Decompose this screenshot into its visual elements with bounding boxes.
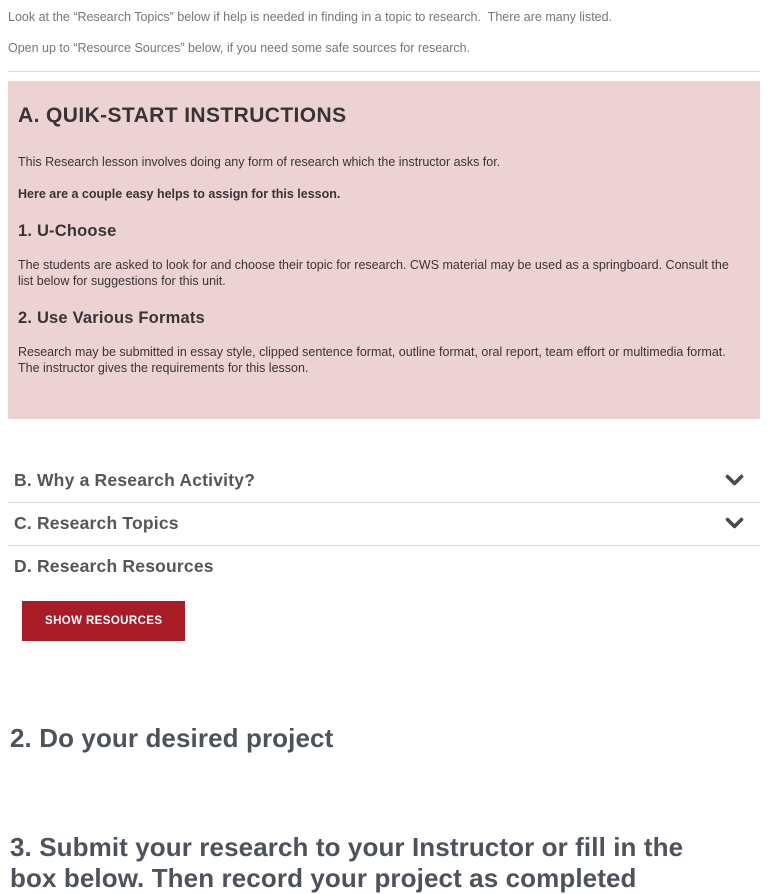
step-2-heading: 2. Do your desired project (10, 723, 334, 753)
accordion-label: C. Research Topics (14, 513, 179, 533)
intro-line-2: Open up to “Resource Sources” below, if you need some safe sources for research. (8, 41, 471, 55)
chevron-down-icon (725, 474, 744, 487)
intro-line-1: Look at the “Research Topics” below if help is needed in finding in a topic to research. There are many listed. (8, 10, 613, 24)
quick-start-paragraph-2: Here are a couple easy helps to assign for this lesson. (18, 187, 341, 201)
accordion-label: D. Research Resources (14, 556, 214, 576)
quick-start-title: A. QUIK-START INSTRUCTIONS (18, 104, 347, 127)
step-3-heading: 3. Submit your research to your Instructor or fill in the box below. Then record your project as completed (10, 832, 684, 893)
divider (8, 71, 760, 72)
accordion-list (8, 460, 760, 641)
accordion-research-resources[interactable] (8, 546, 760, 588)
intro-text-block (0, 0, 768, 72)
u-choose-body: The students are asked to look for and choose their topic for research. CWS material may be used as a springboard. Consult the list below for suggestions for this unit. (18, 258, 729, 288)
use-various-formats-body: Research may be submitted in essay style, clipped sentence format, outline format, oral report, team effort or multimedia format. The instructor gives the requirements for this lesson. (18, 345, 726, 375)
show-resources-button[interactable]: SHOW RESOURCES (22, 601, 185, 641)
use-various-formats-heading: 2. Use Various Formats (18, 309, 205, 327)
chevron-down-icon (725, 517, 744, 530)
accordion-label: B. Why a Research Activity? (14, 470, 256, 490)
quick-start-panel (8, 81, 760, 419)
u-choose-heading: 1. U-Choose (18, 222, 117, 240)
quick-start-paragraph-1: This Research lesson involves doing any form of research which the instructor asks for. (18, 155, 501, 169)
accordion-research-topics[interactable] (8, 503, 760, 546)
accordion-why-research-activity[interactable] (8, 460, 760, 503)
